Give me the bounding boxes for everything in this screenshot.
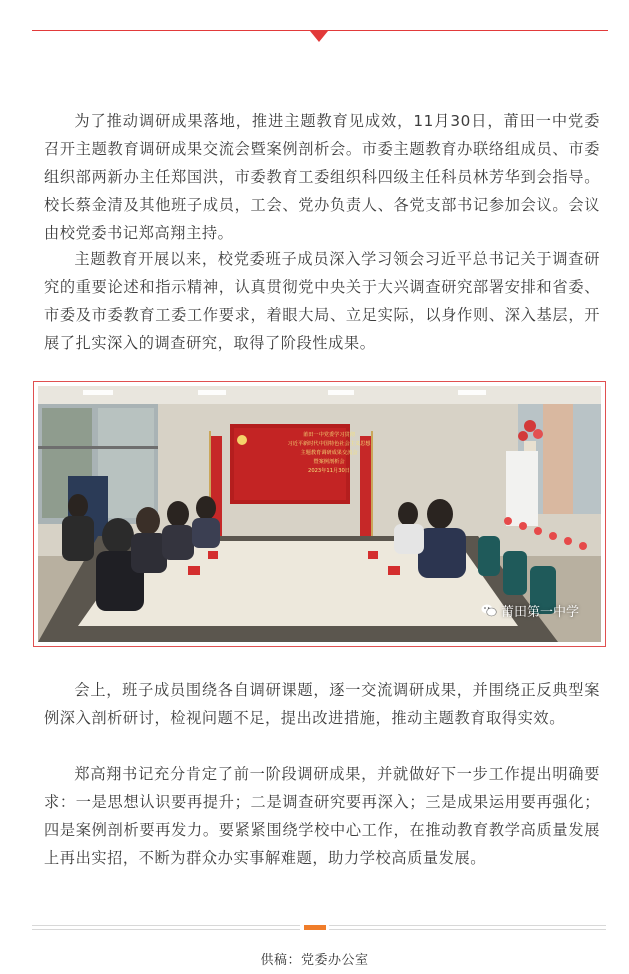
meeting-photo bbox=[38, 386, 601, 642]
screen-line: 莆田一中党委学习贯彻 bbox=[303, 432, 355, 438]
projection-screen-text bbox=[282, 431, 376, 476]
footer-divider-line bbox=[32, 929, 300, 930]
source-credit: 供稿：党委办公室 bbox=[260, 953, 369, 968]
top-divider-triangle bbox=[310, 31, 328, 42]
meeting-photo-frame bbox=[33, 381, 606, 647]
article-paragraph-4: 郑高翔书记充分肯定了前一阶段调研成果，并就做好下一步工作提出明确要求：一是思想认识要再提升；二是调查研究要再深入；三是成果运用要再强化；四是案例剖析要再发力。要紧紧围绕学校中心工作，在推动教育教学高质量发展上再出实招，不断为群众办实事解难题，助力学校高质量发展。 bbox=[44, 765, 600, 867]
article-paragraph-3: 会上，班子成员围绕各自调研课题，逐一交流调研成果，并围绕正反典型案例深入剖析研讨，检视问题不足，提出改进措施，推动主题教育取得实效。 bbox=[44, 681, 600, 727]
article-paragraph-2: 主题教育开展以来，校党委班子成员深入学习领会习近平总书记关于调查研究的重要论述和指示精神，认真贯彻党中央关于大兴调查研究部署安排和省委、市委及市委教育工委工作要求，着眼大局、立足实际，以身作则、深入基层，开展了扎实深入的调查研究，取得了阶段性成果。 bbox=[44, 250, 600, 352]
footer-divider-line bbox=[329, 925, 606, 926]
footer-divider-line bbox=[32, 925, 300, 926]
screen-line: 主题教育调研成果交流会 bbox=[300, 450, 358, 456]
screen-line: 2023年11月30日 bbox=[308, 468, 350, 474]
screen-line: 暨案例剖析会 bbox=[313, 459, 345, 465]
watermark-text: 莆田第一中学 bbox=[500, 605, 579, 620]
photo-watermark bbox=[481, 601, 579, 620]
footer-divider-line bbox=[329, 929, 606, 930]
article-paragraph-1: 为了推动调研成果落地，推进主题教育见成效，11月30日，莆田一中党委召开主题教育调研成果交流会暨案例剖析会。市委主题教育办联络组成员、市委组织部两新办主任郑国洪，市委教育工委组织科四级主任科员林芳华到会指导。校长蔡金清及其他班子成员，工会、党办负责人、各党支部书记参加会议。会议由校党委书记郑高翔主持。 bbox=[44, 112, 600, 242]
screen-line: 习近平新时代中国特色社会主义思想 bbox=[287, 441, 371, 447]
wechat-icon bbox=[481, 604, 497, 617]
footer-divider-accent bbox=[304, 925, 326, 930]
